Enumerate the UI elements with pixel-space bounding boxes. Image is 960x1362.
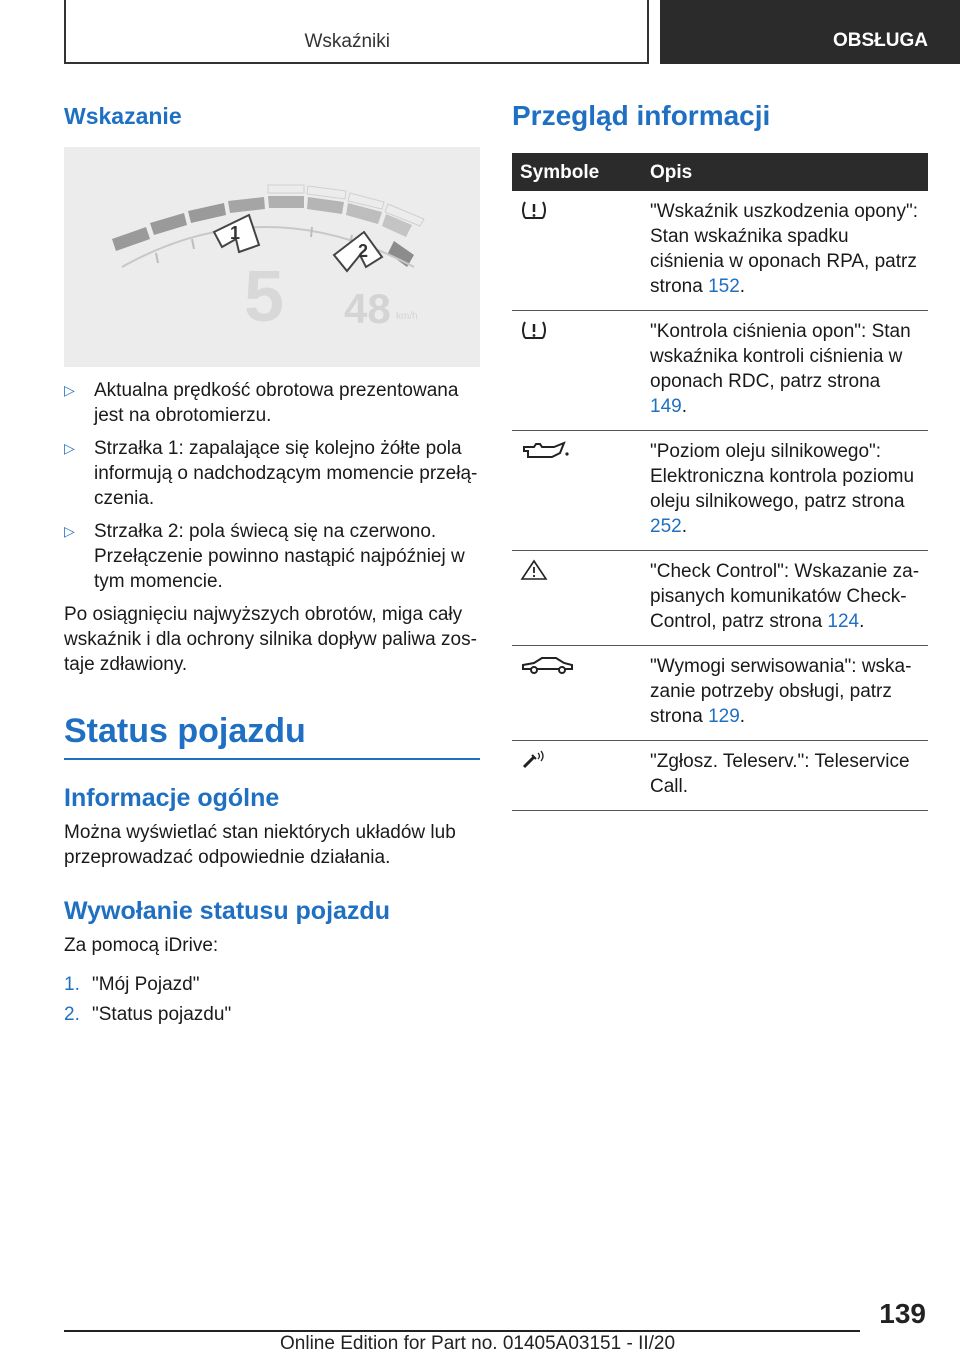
header-chapter-tab: OBSŁUGA: [660, 0, 960, 64]
svg-text:5: 5: [244, 257, 285, 337]
body-paragraph: Po osiągnięciu najwyższych obrotów, miga cały wskaźnik i dla ochrony silnika dopływ paliwa zos‐taje zdławiony.: [64, 604, 477, 675]
table-cell-desc: "Zgłosz. Teleserv.": Teleservice Call.: [642, 741, 928, 811]
tire-warning-icon: [520, 199, 548, 221]
call-paragraph: Za pomocą iDrive:: [64, 935, 219, 956]
column-header-symbols: Symbole: [512, 153, 642, 191]
oil-can-icon: [520, 439, 570, 461]
header-section-title: Wskaźniki: [304, 31, 390, 52]
table-row: [512, 741, 928, 811]
table-cell-desc: "Check Control": Wskazanie za‐pisanych komunikatów Check-Control, patrz strona 124.: [642, 551, 928, 646]
heading-przeglad-informacji: Przegląd informacji: [512, 100, 771, 131]
triangle-bullet-icon: ▷: [64, 440, 75, 456]
svg-text:km/h: km/h: [396, 311, 418, 322]
info-paragraph: Można wyświetlać stan niektórych układów lub przeprowadzać odpowiednie działania.: [64, 822, 456, 868]
tire-pressure-icon: [520, 319, 548, 341]
heading-status-pojazdu: Status pojazdu: [64, 712, 306, 750]
heading-informacje-ogolne: Informacje ogólne: [64, 784, 280, 812]
table-cell-desc: "Wymogi serwisowania": wska‐zanie potrzeby obsługi, patrz strona 129.: [642, 646, 928, 741]
bullet-item: ▷ Strzałka 2: pola świecą się na czerwono. Przełączenie powinno nastąpić najpóźniej w tym momencie.: [64, 521, 465, 592]
table-cell-desc: "Poziom oleju silnikowego": Elektroniczna kontrola poziomu oleju silnikowego, patrz strona 252.: [642, 431, 928, 551]
step-item: 1. "Mój Pojazd": [64, 974, 200, 995]
bullet-item: ▷ Aktualna prędkość obrotowa prezentowana jest na obrotomierzu.: [64, 380, 459, 426]
warning-triangle-icon: [520, 559, 548, 581]
table-row: [512, 191, 928, 311]
bullet-item: ▷ Strzałka 1: zapalające się kolejno żółte pola informują o nadchodzącym momencie przełą‐czenia.: [64, 438, 478, 509]
heading-wywolanie: Wywołanie statusu pojazdu: [64, 897, 390, 925]
page-link[interactable]: 149: [650, 396, 682, 417]
step-item: 2. "Status pojazdu": [64, 1004, 232, 1025]
page-number: 139: [879, 1298, 926, 1329]
heading-rule: [64, 758, 480, 760]
table-cell-desc: "Kontrola ciśnienia opon": Stan wskaźnika kontroli ciśnienia w oponach RDC, patrz strona 149.: [642, 311, 928, 431]
table-row: [512, 431, 928, 551]
footer-rule: [64, 1330, 860, 1332]
service-car-icon: [520, 654, 576, 676]
table-row: [512, 311, 928, 431]
svg-text:48: 48: [344, 285, 391, 332]
arrow-1-icon: [214, 215, 259, 252]
tachometer-figure: [64, 147, 480, 367]
teleservice-icon: [520, 749, 548, 771]
info-table: [512, 153, 928, 811]
triangle-bullet-icon: ▷: [64, 382, 75, 398]
table-row: [512, 646, 928, 741]
footer-edition: Online Edition for Part no. 01405A03151 - II/20: [280, 1333, 676, 1354]
page-link[interactable]: 124: [827, 611, 860, 632]
page-link[interactable]: 152: [708, 276, 740, 297]
table-cell-desc: "Wskaźnik uszkodzenia opony": Stan wskaźnika spadku ciśnienia w oponach RPA, patrz strona 152.: [642, 191, 928, 311]
svg-text:1: 1: [230, 223, 241, 243]
triangle-bullet-icon: ▷: [64, 523, 75, 539]
svg-text:2: 2: [358, 241, 369, 261]
bullet-list: [64, 378, 480, 602]
heading-wskazanie: Wskazanie: [64, 103, 182, 129]
table-row: [512, 551, 928, 646]
steps-list: [64, 972, 480, 1032]
page-link[interactable]: 252: [650, 516, 682, 537]
page-link[interactable]: 129: [708, 706, 740, 727]
column-header-desc: Opis: [642, 153, 928, 191]
